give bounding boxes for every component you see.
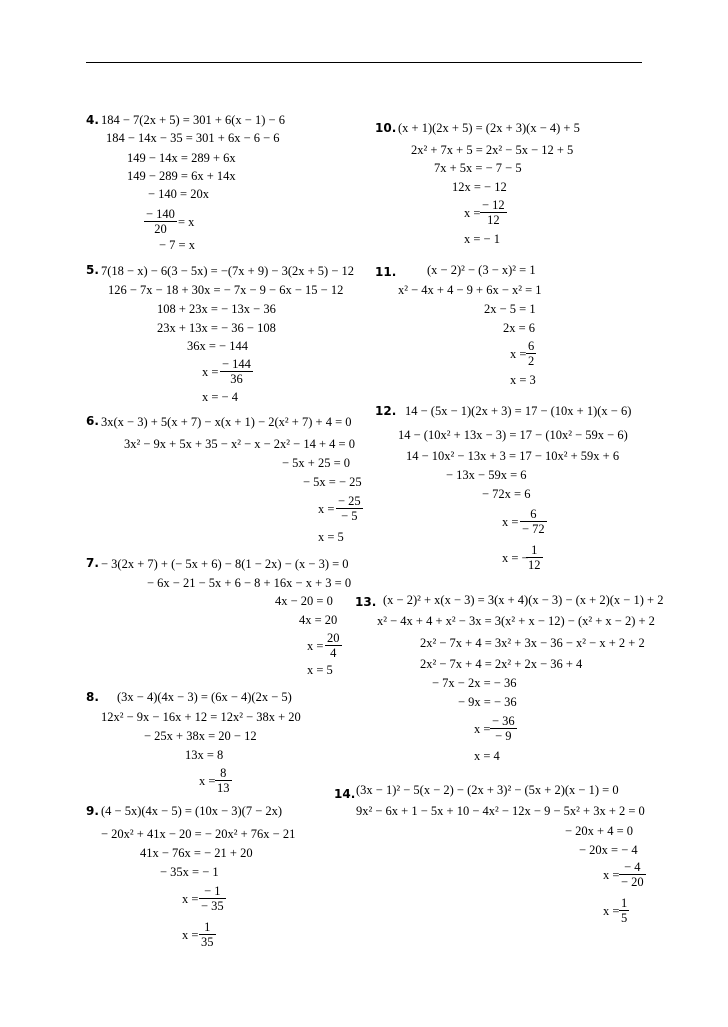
problem-8-number: 8. (86, 690, 99, 704)
fraction-lhs: x = (182, 892, 199, 906)
fraction-numerator: − 140 (146, 207, 175, 221)
problem-7-line-1: − 3(2x + 7) + (− 5x + 6) − 8(1 − 2x) − (x − 3) = 0 (101, 557, 349, 571)
fraction-numerator: − 12 (482, 198, 505, 212)
problem-6-line-2: 3x² − 9x + 5x + 35 − x² − x − 2x² − 14 + 4 = 0 (124, 437, 355, 451)
problem-12-line-1: 14 − (5x − 1)(2x + 3) = 17 − (10x + 1)(x − 6) (405, 404, 632, 418)
fraction-rhs: = x (178, 215, 195, 229)
fraction-numerator: 8 (215, 766, 232, 781)
problem-5-line-6: x = − 4 (202, 390, 238, 404)
problem-4-line-1: 184 − 7(2x + 5) = 301 + 6(x − 1) − 6 (101, 113, 285, 127)
fraction-numerator: 1 (199, 920, 216, 935)
fraction-numerator: 1 (526, 543, 543, 558)
fraction-denominator: 5 (621, 911, 628, 925)
problem-9-line-1: (4 − 5x)(4x − 5) = (10x − 3)(7 − 2x) (101, 804, 283, 818)
problem-7-number: 7. (86, 556, 99, 570)
problem-7-line-5: x = 5 (307, 663, 333, 677)
fraction-numerator: − 25 (338, 494, 361, 508)
problem-8-line-4: 13x = 8 (185, 748, 224, 762)
fraction-lhs: x = (603, 868, 620, 882)
problem-6-line-1: 3x(x − 3) + 5(x + 7) − x(x + 1) − 2(x² + 7) + 4 = 0 (101, 415, 352, 429)
fraction-denominator: 2 (528, 354, 535, 368)
fraction-denominator: 4 (330, 646, 337, 660)
fraction-denominator: − 5 (341, 509, 358, 523)
problem-14-line-1: (3x − 1)² − 5(x − 2) − (2x + 3)² − (5x + 2)(x − 1) = 0 (356, 783, 619, 797)
fraction-lhs: x = (199, 774, 216, 788)
fraction-numerator: 6 (528, 339, 535, 353)
problem-10-line-3: 7x + 5x = − 7 − 5 (434, 161, 522, 175)
problem-9-line-4: − 35x = − 1 (160, 865, 219, 879)
problem-9-number: 9. (86, 804, 99, 818)
problem-4-line-6: − 7 = x (159, 238, 195, 252)
problem-14-number: 14. (334, 787, 356, 801)
problem-4-line-4: 149 − 289 = 6x + 14x (127, 169, 236, 183)
problem-13-line-5: − 7x − 2x = − 36 (432, 676, 517, 690)
problem-10-line-5: x = − 1 (464, 232, 500, 246)
problem-14-line-2: 9x² − 6x + 1 − 5x + 10 − 4x² − 12x − 9 − 5x² + 3x + 2 = 0 (356, 804, 645, 818)
problem-7-line-2: − 6x − 21 − 5x + 6 − 8 + 16x − x + 3 = 0 (147, 576, 352, 590)
fraction-lhs: x = (474, 722, 491, 736)
problem-12-line-2: 14 − (10x² + 13x − 3) = 17 − (10x² − 59x − 6) (398, 428, 628, 442)
fraction-lhs: x = (510, 347, 527, 361)
problem-12-line-3: 14 − 10x² − 13x + 3 = 17 − 10x² + 59x + 6 (406, 449, 620, 463)
problem-13-line-7: x = 4 (474, 749, 500, 763)
problem-10-line-2: 2x² + 7x + 5 = 2x² − 5x − 12 + 5 (411, 143, 574, 157)
problem-11-number: 11. (375, 265, 397, 279)
fraction-lhs: x = − (502, 551, 529, 565)
problem-11-line-2: x² − 4x + 4 − 9 + 6x − x² = 1 (398, 283, 542, 297)
fraction-numerator: 1 (621, 896, 628, 910)
problem-14-line-4: − 20x = − 4 (579, 843, 638, 857)
problem-13-line-6: − 9x = − 36 (458, 695, 517, 709)
problem-11-line-3: 2x − 5 = 1 (484, 302, 536, 316)
problem-10-number: 10. (375, 121, 397, 135)
problem-13-line-4: 2x² − 7x + 4 = 2x² + 2x − 36 + 4 (420, 657, 583, 671)
problem-8-line-1: (3x − 4)(4x − 3) = (6x − 4)(2x − 5) (117, 690, 292, 704)
problem-4-line-5: − 140 = 20x (148, 187, 209, 201)
problem-5-line-5: 36x = − 144 (187, 339, 248, 353)
problem-5-line-1: 7(18 − x) − 6(3 − 5x) = −(7x + 9) − 3(2x + 5) − 12 (101, 264, 354, 278)
fraction-denominator: − 9 (495, 729, 512, 743)
problem-9-line-2: − 20x² + 41x − 20 = − 20x² + 76x − 21 (101, 827, 296, 841)
problem-6-line-4: − 5x = − 25 (303, 475, 362, 489)
fraction-denominator: 20 (154, 222, 167, 236)
problem-11-line-5: x = 3 (510, 373, 536, 387)
problem-8-line-2: 12x² − 9x − 16x + 12 = 12x² − 38x + 20 (101, 710, 301, 724)
problem-4-line-2: 184 − 14x − 35 = 301 + 6x − 6 − 6 (106, 131, 280, 145)
problem-12-line-4: − 13x − 59x = 6 (446, 468, 527, 482)
fraction-lhs: x = (603, 904, 620, 918)
problem-10-line-1: (x + 1)(2x + 5) = (2x + 3)(x − 4) + 5 (398, 121, 580, 135)
problem-10-line-4: 12x = − 12 (452, 180, 507, 194)
fraction-denominator: 35 (201, 935, 214, 949)
fraction-numerator: − 144 (222, 357, 251, 371)
fraction-denominator: 12 (528, 558, 541, 572)
header-rule (86, 62, 642, 63)
fraction-denominator: 12 (487, 213, 500, 227)
problem-4-line-3: 149 − 14x = 289 + 6x (127, 151, 236, 165)
problem-13-line-3: 2x² − 7x + 4 = 3x² + 3x − 36 − x² − x + 2 + 2 (420, 636, 645, 650)
problem-7-line-4: 4x = 20 (299, 613, 338, 627)
problem-13-line-2: x² − 4x + 4 + x² − 3x = 3(x² + x − 12) − (x² + x − 2) + 2 (377, 614, 655, 628)
problem-4-number: 4. (86, 113, 99, 127)
fraction-numerator: 20 (327, 631, 340, 645)
problem-6-line-5: x = 5 (318, 530, 344, 544)
problem-6-number: 6. (86, 414, 99, 428)
problem-6-line-3: − 5x + 25 = 0 (282, 456, 351, 470)
problem-5-line-2: 126 − 7x − 18 + 30x = − 7x − 9 − 6x − 15 − 12 (108, 283, 344, 297)
fraction-lhs: x = (307, 639, 324, 653)
problem-5-line-4: 23x + 13x = − 36 − 108 (157, 321, 276, 335)
problem-13-number: 13. (355, 595, 377, 609)
problem-13-line-1: (x − 2)² + x(x − 3) = 3(x + 4)(x − 3) − (x + 2)(x − 1) + 2 (383, 593, 664, 607)
fraction-numerator: 6 (520, 507, 547, 522)
fraction-numerator: − 1 (199, 884, 226, 899)
problem-8-line-3: − 25x + 38x = 20 − 12 (144, 729, 257, 743)
fraction-lhs: x = (318, 502, 335, 516)
problem-7-line-3: 4x − 20 = 0 (275, 594, 333, 608)
fraction-denominator: 13 (217, 781, 230, 795)
problem-5-number: 5. (86, 263, 99, 277)
fraction-lhs: x = (464, 206, 481, 220)
fraction-lhs: x = (502, 515, 519, 529)
fraction-numerator: − 4 (619, 860, 646, 875)
fraction-lhs: x = (202, 365, 219, 379)
fraction-denominator: 36 (230, 372, 243, 386)
problem-11-line-1: (x − 2)² − (3 − x)² = 1 (427, 263, 536, 277)
problem-9-line-3: 41x − 76x = − 21 + 20 (140, 846, 253, 860)
fraction-denominator: − 20 (621, 875, 644, 889)
problem-11-line-4: 2x = 6 (503, 321, 536, 335)
fraction-numerator: − 36 (492, 714, 515, 728)
problem-12-line-5: − 72x = 6 (482, 487, 531, 501)
problem-14-line-3: − 20x + 4 = 0 (565, 824, 634, 838)
fraction-denominator: − 35 (201, 899, 224, 913)
fraction-lhs: x = (182, 928, 199, 942)
problem-12-number: 12. (375, 404, 397, 418)
problem-5-line-3: 108 + 23x = − 13x − 36 (157, 302, 276, 316)
fraction-denominator: − 72 (522, 522, 545, 536)
